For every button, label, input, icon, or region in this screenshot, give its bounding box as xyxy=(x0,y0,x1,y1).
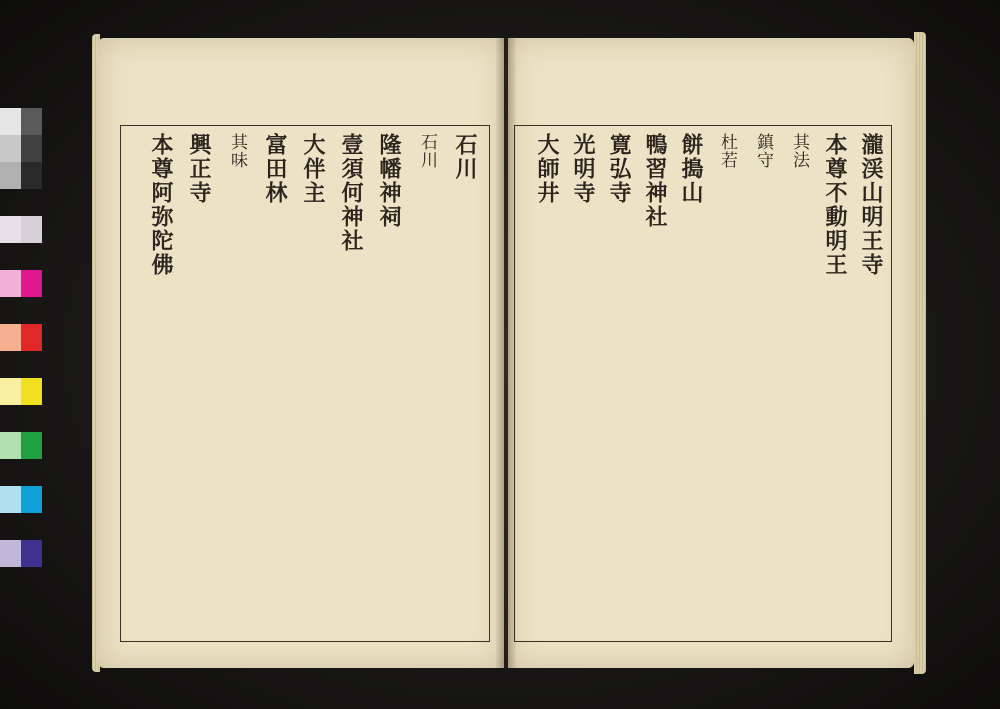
left-text-column: 壹須何神社 xyxy=(338,133,364,253)
color-swatch xyxy=(0,540,21,567)
right-text-column: 寛弘寺 xyxy=(606,133,632,205)
book-gutter xyxy=(496,38,516,668)
color-swatch xyxy=(21,378,42,405)
right-text-column: 本尊不動明王 xyxy=(822,133,848,277)
color-swatch xyxy=(0,216,21,243)
left-text-column: 興正寺 xyxy=(186,133,212,205)
color-swatch xyxy=(21,270,42,297)
color-swatch xyxy=(0,270,21,297)
left-text-column: 隆幡神祠 xyxy=(376,133,402,229)
left-text-column: 石川 xyxy=(452,133,478,181)
right-text-column: 餅搗山 xyxy=(678,133,704,205)
left-text-column: 石川 xyxy=(417,133,437,169)
right-text-column: 鎮守 xyxy=(753,133,773,169)
color-swatch xyxy=(21,162,42,189)
page-stack-right xyxy=(914,32,926,674)
color-swatch xyxy=(0,135,21,162)
right-text-column: 光明寺 xyxy=(570,133,596,205)
left-text-column: 富田林 xyxy=(262,133,288,205)
right-text-column: 瀧渓山明王寺 xyxy=(858,133,884,277)
color-swatch xyxy=(21,324,42,351)
left-text-column: 大伴主 xyxy=(300,133,326,205)
color-swatch xyxy=(21,108,42,135)
left-text-column: 本尊阿弥陀佛 xyxy=(148,133,174,277)
color-swatch xyxy=(21,540,42,567)
color-swatch xyxy=(21,216,42,243)
color-swatch xyxy=(0,324,21,351)
color-swatch xyxy=(0,378,21,405)
color-swatch xyxy=(21,486,42,513)
right-text-column: 鴨習神社 xyxy=(642,133,668,229)
color-swatch xyxy=(0,486,21,513)
right-text-column: 杜若 xyxy=(717,133,737,169)
color-calibration-chart xyxy=(0,108,42,596)
color-swatch xyxy=(0,162,21,189)
left-text-column: 其味 xyxy=(227,133,247,169)
color-swatch xyxy=(21,135,42,162)
color-swatch xyxy=(0,108,21,135)
open-book xyxy=(92,30,928,680)
right-text-column: 大師井 xyxy=(534,133,560,205)
right-text-column: 其法 xyxy=(789,133,809,169)
color-swatch xyxy=(21,432,42,459)
color-swatch xyxy=(0,432,21,459)
